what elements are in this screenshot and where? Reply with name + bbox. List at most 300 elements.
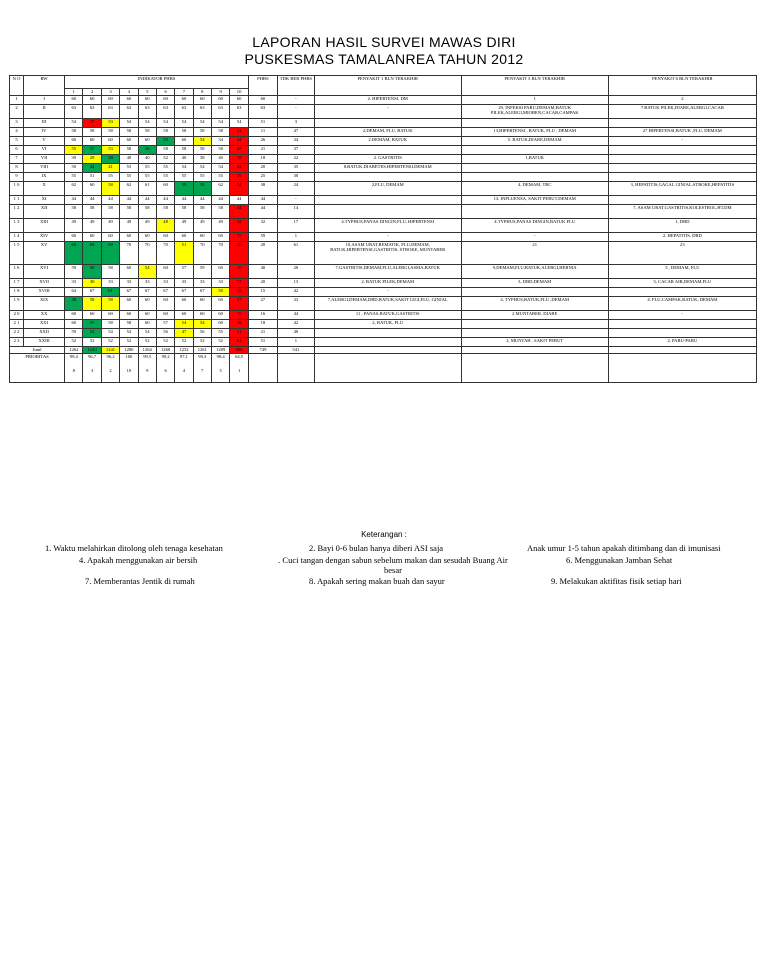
priority-rank: 1 xyxy=(237,368,241,373)
tdk-phbs-cell: 42 xyxy=(278,320,315,329)
tdk-phbs-cell: 17 xyxy=(278,219,315,233)
indicator-value-cell: 51 xyxy=(230,338,248,347)
indicator-value-cell: 60 xyxy=(211,311,229,320)
rw-cell: II xyxy=(24,105,65,119)
phbs-cell: 51 xyxy=(248,338,277,347)
priority-percent: 98,4 xyxy=(216,354,225,359)
indicator-value-cell: 40 xyxy=(175,155,193,164)
row-number: 2 xyxy=(10,105,24,119)
penyakit-1bln-cell: 4.TYPHUS,PANAS DINGIN,FLU, HIPERTENSI xyxy=(314,219,461,233)
priority-rank: 2 xyxy=(109,368,112,373)
priority-percent: 96,2 xyxy=(106,354,115,359)
indicator-number: 9 xyxy=(211,89,229,96)
indicator-value-cell: 54 xyxy=(65,119,83,128)
indicator-value-cell: 58 xyxy=(193,146,211,155)
penyakit-3bln-cell xyxy=(461,205,608,219)
rw-cell: XXI xyxy=(24,320,65,329)
rw-cell: I xyxy=(24,96,65,105)
indicator-value-cell: 63 xyxy=(65,105,83,119)
indicator-value-cell: 60 xyxy=(138,320,156,329)
row-number: 2 1 xyxy=(10,320,24,329)
row-number: 2 0 xyxy=(10,311,24,320)
tdk-phbs-cell: 47 xyxy=(278,128,315,137)
indicator-value-cell: 60 xyxy=(120,96,138,105)
phbs-cell: 18 xyxy=(248,320,277,329)
indicator-value-cell: 18 xyxy=(230,155,248,164)
row-number: 1 5 xyxy=(10,242,24,265)
indicator-value-cell: 60 xyxy=(175,311,193,320)
tdk-phbs-cell: 33 xyxy=(278,297,315,311)
indicator-value-cell: 52 xyxy=(211,338,229,347)
penyakit-3bln-cell xyxy=(461,119,608,128)
col-header-penyakit-3bln: PENYAKIT 3 BLN TERAKHIR xyxy=(461,76,608,96)
legend-item: Anak umur 1-5 tahun apakah ditimbang dan di imunisasi xyxy=(527,543,721,553)
indicator-value-cell: 58 xyxy=(101,128,119,137)
legend-item: 2. Bayi 0-6 bulan hanya diberi ASI saja xyxy=(309,543,444,553)
col-header-no: N O xyxy=(10,76,24,96)
indicator-value-cell: 59 xyxy=(65,329,83,338)
tdk-phbs-cell: 3 xyxy=(278,119,315,128)
indicator-value-cell: 54 xyxy=(230,119,248,128)
priority-rank: 8 xyxy=(72,368,75,373)
indicator-value-cell: 58 xyxy=(193,182,211,196)
indicator-value-cell: 40 xyxy=(138,155,156,164)
priority-rank: 7 xyxy=(201,368,204,373)
penyakit-3bln-cell: 2 MUNTABER, DIARE xyxy=(461,311,608,320)
indicator-value-cell: 54 xyxy=(175,320,193,329)
indicator-value-cell: 49 xyxy=(83,219,101,233)
penyakit-6bln-cell xyxy=(608,320,756,329)
indicator-value-cell: 39 xyxy=(65,155,83,164)
phbs-cell: 21 xyxy=(248,146,277,155)
indicator-value-cell: 55 xyxy=(120,164,138,173)
penyakit-3bln-cell: 1 xyxy=(461,96,608,105)
indicator-value-cell: 60 xyxy=(175,137,193,146)
report-title: LAPORAN HASIL SURVEI MAWAS DIRI xyxy=(252,34,516,50)
indicator-value-cell: 44 xyxy=(138,196,156,205)
indicator-value-cell: 58 xyxy=(175,146,193,155)
indicator-value-cell: 60 xyxy=(156,96,174,105)
total-value-cell: 1261 xyxy=(193,347,211,354)
indicator-value-cell: 55 xyxy=(175,173,193,182)
penyakit-6bln-cell: 5, CACAR AIR,DEMAM,FLU xyxy=(608,279,756,288)
indicator-value-cell: 52 xyxy=(83,329,101,338)
indicator-value-cell: 63 xyxy=(230,105,248,119)
row-number: 5 xyxy=(10,137,24,146)
phbs-cell: 51 xyxy=(248,119,277,128)
rw-cell: XII xyxy=(24,205,65,219)
indicator-value-cell: 44 xyxy=(193,196,211,205)
row-number: 2 2 xyxy=(10,329,24,338)
indicator-value-cell: 60 xyxy=(101,137,119,146)
priority-percent: 96,7 xyxy=(88,354,97,359)
priority-percent: 99,3 xyxy=(198,354,207,359)
indicator-value-cell: 60 xyxy=(211,96,229,105)
indicator-value-cell: 44 xyxy=(230,196,248,205)
col-header-rw: RW xyxy=(24,76,65,96)
indicator-value-cell: 16 xyxy=(230,311,248,320)
indicator-value-cell: 60 xyxy=(156,311,174,320)
penyakit-3bln-cell: 5. BATUK,DIARE,DEMAM xyxy=(461,137,608,146)
indicator-value-cell: 69 xyxy=(101,242,119,265)
indicator-value-cell: 60 xyxy=(193,297,211,311)
indicator-number: 3 xyxy=(101,89,119,96)
indicator-value-cell: 58 xyxy=(101,205,119,219)
penyakit-3bln-cell: 21 xyxy=(461,242,608,265)
total-value-cell: 1264 xyxy=(138,347,156,354)
indicator-value-cell: 58 xyxy=(120,146,138,155)
indicator-value-cell: 54 xyxy=(193,320,211,329)
indicator-value-cell: 56 xyxy=(193,329,211,338)
indicator-value-cell: 60 xyxy=(138,96,156,105)
rw-cell: XIV xyxy=(24,233,65,242)
penyakit-1bln-cell: 7,ALERGI,DEMAM,DBD,BATUK,SAKIT GIGI,FLU, GINJAL xyxy=(314,297,461,311)
total-value-cell: 1240 xyxy=(83,347,101,354)
penyakit-6bln-cell: 7.BATUK PILEK,DIARE,ALERGI,CACAR xyxy=(608,105,756,119)
indicator-value-cell: 33 xyxy=(175,279,193,288)
row-number: 1 9 xyxy=(10,297,24,311)
indicator-value-cell: 60 xyxy=(120,297,138,311)
indicator-value-cell: 59 xyxy=(156,137,174,146)
indicator-number: 5 xyxy=(138,89,156,96)
indicator-number: 1 xyxy=(65,89,83,96)
indicator-value-cell: 60 xyxy=(230,96,248,105)
penyakit-6bln-cell xyxy=(608,119,756,128)
penyakit-6bln-cell: - xyxy=(608,311,756,320)
indicator-value-cell: 62 xyxy=(120,182,138,196)
indicator-value-cell: 38 xyxy=(193,155,211,164)
indicator-value-cell: 20 xyxy=(230,242,248,265)
legend-item: 6. Menggunakan Jamban Sehat xyxy=(566,555,673,565)
indicator-value-cell: 29 xyxy=(83,155,101,164)
penyakit-6bln-cell xyxy=(608,196,756,205)
rw-cell: XVIII xyxy=(24,288,65,297)
indicator-value-cell: 49 xyxy=(175,219,193,233)
indicator-value-cell: 52 xyxy=(193,338,211,347)
indicator-value-cell: 54 xyxy=(120,329,138,338)
priority-cell xyxy=(83,354,101,383)
indicator-value-cell: 67 xyxy=(193,288,211,297)
indicator-value-cell: 55 xyxy=(156,164,174,173)
indicator-value-cell: 63 xyxy=(156,105,174,119)
phbs-cell: 20 xyxy=(248,242,277,265)
penyakit-6bln-cell xyxy=(608,329,756,338)
priority-rank: 10 xyxy=(126,368,132,373)
indicator-value-cell: 15 xyxy=(230,288,248,297)
indicator-value-cell: 27 xyxy=(230,297,248,311)
indicator-value-cell: 59 xyxy=(175,182,193,196)
penyakit-1bln-cell: 2, BATUK, FLU xyxy=(314,320,461,329)
indicator-value-cell: 54 xyxy=(193,137,211,146)
empty-cell xyxy=(608,354,756,383)
penyakit-1bln-cell xyxy=(314,119,461,128)
indicator-value-cell: 61 xyxy=(101,288,119,297)
indicator-value-cell: 51 xyxy=(83,173,101,182)
indicator-value-cell: 58 xyxy=(101,182,119,196)
col-header-penyakit-6bln: PENYAKIT 6 BLN TERAKHIR xyxy=(608,76,756,96)
indicator-value-cell: 60 xyxy=(193,311,211,320)
penyakit-1bln-cell: 2,DEMAM, FLU, BATUK xyxy=(314,128,461,137)
priority-percent: 99,2 xyxy=(161,354,170,359)
empty-cell xyxy=(248,354,277,383)
row-number: 1 8 xyxy=(10,288,24,297)
table-row xyxy=(10,265,757,279)
penyakit-1bln-cell xyxy=(314,205,461,219)
total-value-cell: 1289 xyxy=(211,347,229,354)
penyakit-1bln-cell: 7.GASTRITIS,DEMAM,FLU,ALERGI,ASMA,BATUK xyxy=(314,265,461,279)
row-number: 8 xyxy=(10,164,24,173)
indicator-value-cell: 60 xyxy=(120,137,138,146)
table-row xyxy=(10,297,757,311)
tdk-phbs-cell: 13 xyxy=(278,279,315,288)
penyakit-3bln-cell: 2, MUNTAH , SAKIT PERUT xyxy=(461,338,608,347)
penyakit-3bln-cell: 9,DEMAM,FLU,BATUK,ALERGI,HERNIA xyxy=(461,265,608,279)
row-number: 1 xyxy=(10,96,24,105)
indicator-number: 2 xyxy=(83,89,101,96)
table-row xyxy=(10,338,757,347)
indicator-value-cell: 25 xyxy=(230,173,248,182)
indicator-value-cell: 67 xyxy=(83,288,101,297)
legend-item: 1. Waktu melahirkan ditolong oleh tenaga kesehatan xyxy=(45,543,223,553)
penyakit-3bln-cell: 13, INFLUENSA, SAKIT PERUT,DEMAM xyxy=(461,196,608,205)
priority-percent: 99,5 xyxy=(143,354,152,359)
tdk-phbs-cell: 22 xyxy=(278,155,315,164)
total-phbs: 749 xyxy=(248,347,277,354)
rw-cell: IX xyxy=(24,173,65,182)
table-row xyxy=(10,242,757,265)
indicator-value-cell: 60 xyxy=(65,320,83,329)
indicator-value-cell: 55 xyxy=(65,146,83,155)
indicator-value-cell: 55 xyxy=(65,173,83,182)
table-row xyxy=(10,182,757,196)
penyakit-3bln-cell: 3, DBD,DEMAM xyxy=(461,279,608,288)
indicator-value-cell: 58 xyxy=(193,128,211,137)
tdk-phbs-cell: - xyxy=(278,96,315,105)
indicator-value-cell: 58 xyxy=(65,128,83,137)
priority-rank: 5 xyxy=(219,368,222,373)
indicator-value-cell: 44 xyxy=(83,164,101,173)
col-header-phbs: PHBS xyxy=(248,76,277,96)
row-number: 1 1 xyxy=(10,196,24,205)
empty-cell xyxy=(608,347,756,354)
penyakit-3bln-cell xyxy=(461,288,608,297)
priority-cell xyxy=(175,354,193,383)
total-value-cell: 1241 xyxy=(101,347,119,354)
penyakit-1bln-cell xyxy=(314,146,461,155)
indicator-value-cell: 60 xyxy=(138,233,156,242)
penyakit-6bln-cell: 2, PARU-PARU xyxy=(608,338,756,347)
indicator-value-cell: 52 xyxy=(83,338,101,347)
rw-cell: XXIII xyxy=(24,338,65,347)
indicator-value-cell: 54 xyxy=(138,329,156,338)
indicator-value-cell: 13 xyxy=(230,279,248,288)
indicator-value-cell: 57 xyxy=(83,146,101,155)
table-row xyxy=(10,137,757,146)
indicator-value-cell: 60 xyxy=(211,320,229,329)
table-row xyxy=(10,119,757,128)
indicator-value-cell: 58 xyxy=(101,265,119,279)
indicator-value-cell: 49 xyxy=(211,219,229,233)
indicator-value-cell: 60 xyxy=(65,311,83,320)
row-number: 4 xyxy=(10,128,24,137)
indicator-value-cell: 54 xyxy=(211,119,229,128)
penyakit-6bln-cell xyxy=(608,146,756,155)
phbs-cell: 59 xyxy=(248,233,277,242)
indicator-value-cell: 55 xyxy=(138,164,156,173)
row-number: 9 xyxy=(10,173,24,182)
tdk-phbs-cell: 14 xyxy=(278,205,315,219)
indicator-value-cell: 52 xyxy=(156,338,174,347)
indicator-value-cell: 70 xyxy=(120,242,138,265)
table-row xyxy=(10,105,757,119)
penyakit-6bln-cell: 1, DBD xyxy=(608,219,756,233)
indicator-value-cell: 44 xyxy=(211,196,229,205)
indicator-value-cell: 63 xyxy=(193,105,211,119)
indicator-number: 7 xyxy=(175,89,193,96)
indicator-value-cell: 67 xyxy=(120,288,138,297)
tdk-phbs-cell: - xyxy=(278,196,315,205)
indicator-value-cell: 49 xyxy=(65,219,83,233)
indicator-value-cell: 60 xyxy=(211,297,229,311)
penyakit-3bln-cell: 4, TYPHUS,BATUK,FLU ,DEMAM xyxy=(461,297,608,311)
row-number: 6 xyxy=(10,146,24,155)
indicator-value-cell: 58 xyxy=(138,128,156,137)
indicator-value-cell: 58 xyxy=(156,146,174,155)
total-value-cell: 1252 xyxy=(175,347,193,354)
indicator-value-cell: 60 xyxy=(101,311,119,320)
table-row xyxy=(10,320,757,329)
penyakit-1bln-cell: - xyxy=(314,105,461,119)
penyakit-6bln-cell: 27 HIPERTENSI,BATUK ,FLU, DEMAM xyxy=(608,128,756,137)
priority-percent: 100 xyxy=(125,354,133,359)
indicator-value-cell: 62 xyxy=(65,182,83,196)
tdk-phbs-cell: 35 xyxy=(278,164,315,173)
table-row xyxy=(10,288,757,297)
indicator-value-cell: 33 xyxy=(193,279,211,288)
priority-cell xyxy=(120,354,138,383)
penyakit-3bln-cell: 4.TYPHUS,PANAS DINGIN,BATUK FLU xyxy=(461,219,608,233)
col-header-penyakit-1bln: PENYAKIT 1 BLN TERAKHIR xyxy=(314,76,461,96)
phbs-cell: 26 xyxy=(248,137,277,146)
indicator-value-cell: 48 xyxy=(65,297,83,311)
priority-rank: 6 xyxy=(164,368,167,373)
empty-cell xyxy=(314,347,461,354)
phbs-cell: 25 xyxy=(248,173,277,182)
priority-percent: 99,4 xyxy=(69,354,78,359)
phbs-cell: 44 xyxy=(248,196,277,205)
indicator-value-cell: 44 xyxy=(65,196,83,205)
indicator-value-cell: 54 xyxy=(175,119,193,128)
indicator-value-cell: 50 xyxy=(211,288,229,297)
indicator-value-cell: 60 xyxy=(83,96,101,105)
tdk-phbs-cell: 1 xyxy=(278,338,315,347)
indicator-value-cell: 18 xyxy=(230,320,248,329)
tdk-phbs-cell: 37 xyxy=(278,146,315,155)
rw-cell: V xyxy=(24,137,65,146)
indicator-value-cell: 56 xyxy=(156,329,174,338)
table-row xyxy=(10,128,757,137)
indicator-value-cell: 60 xyxy=(138,297,156,311)
indicator-value-cell: 63 xyxy=(120,105,138,119)
legend-item: 7. Memberantas Jentik di rumah xyxy=(85,576,195,586)
indicator-value-cell: 60 xyxy=(193,96,211,105)
penyakit-6bln-cell: 7, ASAM URAT,GASTRITIS,KOLESTROL,HT,DM xyxy=(608,205,756,219)
indicator-value-cell: 57 xyxy=(175,265,193,279)
penyakit-1bln-cell: 2,FLU, DEMAM xyxy=(314,182,461,196)
indicator-value-cell: 60 xyxy=(175,297,193,311)
indicator-value-cell: 58 xyxy=(101,320,119,329)
indicator-value-cell: 70 xyxy=(138,242,156,265)
indicator-value-cell: 60 xyxy=(83,182,101,196)
phbs-cell: 40 xyxy=(248,265,277,279)
phbs-cell: 60 xyxy=(248,96,277,105)
priority-cell xyxy=(156,354,174,383)
indicator-value-cell: 54 xyxy=(138,119,156,128)
penyakit-1bln-cell xyxy=(314,338,461,347)
priority-cell xyxy=(211,354,229,383)
table-row xyxy=(10,311,757,320)
indicator-value-cell: 58 xyxy=(120,320,138,329)
total-value-cell: 1260 xyxy=(156,347,174,354)
indicator-value-cell: 40 xyxy=(120,155,138,164)
phbs-cell: 32 xyxy=(248,219,277,233)
indicator-number: 6 xyxy=(156,89,174,96)
priority-cell xyxy=(101,354,119,383)
indicator-value-cell: 60 xyxy=(101,96,119,105)
indicator-value-cell: 64 xyxy=(65,288,83,297)
penyakit-1bln-cell xyxy=(314,196,461,205)
penyakit-6bln-cell: 2 xyxy=(608,96,756,105)
indicator-value-cell: 33 xyxy=(138,279,156,288)
row-number: 1 0 xyxy=(10,182,24,196)
indicator-value-cell: 60 xyxy=(120,233,138,242)
legend-item: 9. Melakukan aktifitas fisik setiap hari xyxy=(551,576,682,586)
row-number: 1 2 xyxy=(10,205,24,219)
table-row xyxy=(10,219,757,233)
penyakit-6bln-cell xyxy=(608,155,756,164)
indicator-value-cell: 58 xyxy=(83,297,101,311)
rw-cell: VI xyxy=(24,146,65,155)
rw-cell: X xyxy=(24,182,65,196)
tdk-phbs-cell: 30 xyxy=(278,173,315,182)
total-value-cell: 1262 xyxy=(65,347,83,354)
indicator-value-cell: 63 xyxy=(211,105,229,119)
indicator-value-cell: 58 xyxy=(120,205,138,219)
indicator-value-cell: 58 xyxy=(65,205,83,219)
indicator-value-cell: 55 xyxy=(193,173,211,182)
indicator-value-cell: 52 xyxy=(101,338,119,347)
indicator-value-cell: 52 xyxy=(175,338,193,347)
phbs-report-table xyxy=(9,75,757,383)
indicator-value-cell: 37 xyxy=(230,146,248,155)
indicator-value-cell: 53 xyxy=(101,119,119,128)
indicator-value-cell: 53 xyxy=(101,146,119,155)
col-header-indikator: INDIKATOR PHBS xyxy=(65,76,249,89)
legend-item: 4. Apakah menggunakan air bersih xyxy=(79,555,198,565)
penyakit-3bln-cell xyxy=(461,173,608,182)
indicator-value-cell: 21 xyxy=(230,329,248,338)
penyakit-3bln-cell: 4, DEMAM, TBC xyxy=(461,182,608,196)
indicator-value-cell: 47 xyxy=(175,329,193,338)
priority-row xyxy=(10,354,757,383)
indicator-value-cell: 60 xyxy=(120,265,138,279)
indicator-value-cell: 60 xyxy=(175,233,193,242)
indicator-value-cell: 63 xyxy=(175,105,193,119)
penyakit-3bln-cell: 29, INFEKSI PARU,DEMAM,BATUK PILEK,ALERGI,MIOREN,CACAR,CAMPAK xyxy=(461,105,608,119)
penyakit-1bln-cell: 8,BATUK,DIABETES,HIPERTENSI,DEMAM xyxy=(314,164,461,173)
penyakit-3bln-cell xyxy=(461,329,608,338)
table-row xyxy=(10,96,757,105)
